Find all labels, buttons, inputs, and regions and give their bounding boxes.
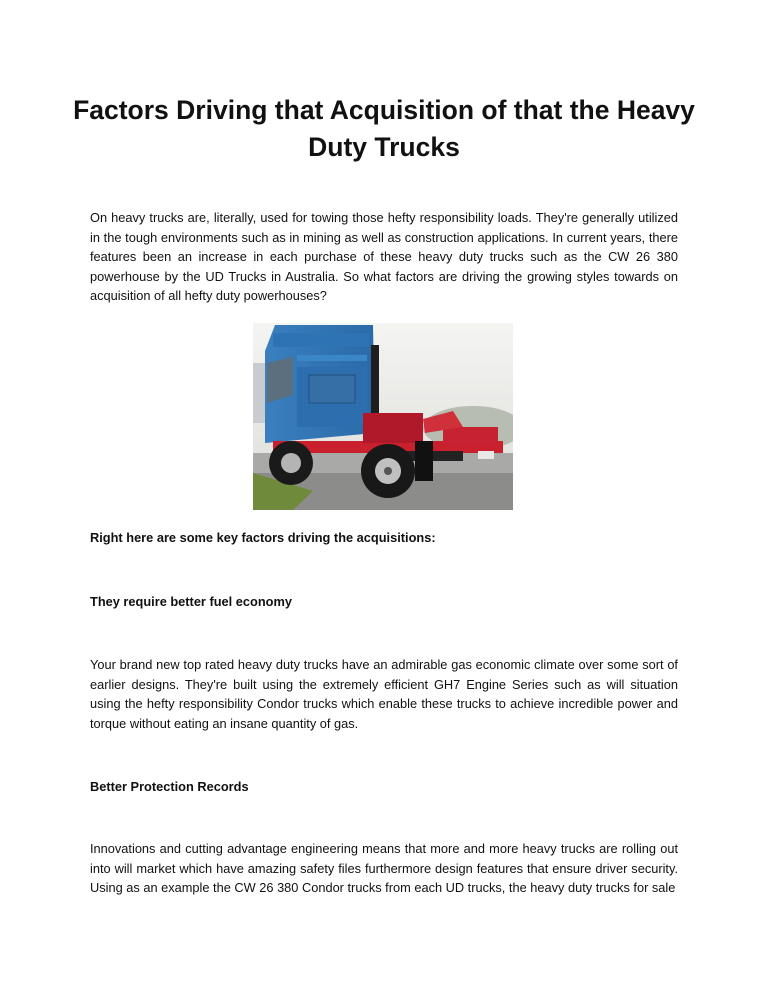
section-heading-protection-records: Better Protection Records <box>90 779 249 794</box>
intro-paragraph: On heavy trucks are, literally, used for towing those hefty responsibility loads. They're generally utilized in the tough environments such as in mining as well as construction applications. In current years, there features been an increase in each purchase of these heavy duty trucks such as the CW 26 380 powerhouse by the UD Trucks in Australia. So what factors are driving the growing styles towards on acquisition of all hefty duty powerhouses? <box>90 210 678 304</box>
truck-photo <box>253 323 513 510</box>
document-title: Factors Driving that Acquisition of that the Heavy Duty Trucks <box>73 95 695 162</box>
factors-heading: Right here are some key factors driving the acquisitions: <box>90 530 436 545</box>
section-heading-fuel-economy: They require better fuel economy <box>90 594 292 609</box>
fuel-economy-paragraph: Your brand new top rated heavy duty trucks have an admirable gas economic climate over some sort of earlier designs. They're built using the extremely efficient GH7 Engine Series such as will situation using the hefty responsibility Condor trucks which enable these trucks to achieve incredible power and torque without eating an insane quantity of gas. <box>90 657 678 731</box>
protection-records-paragraph: Innovations and cutting advantage engineering means that more and more heavy trucks are rolling out into will market which have amazing safety files furthermore design features that ensure driver security. Using as an example the CW 26 380 Condor trucks from each UD trucks, the heavy duty trucks for sale <box>90 841 678 896</box>
